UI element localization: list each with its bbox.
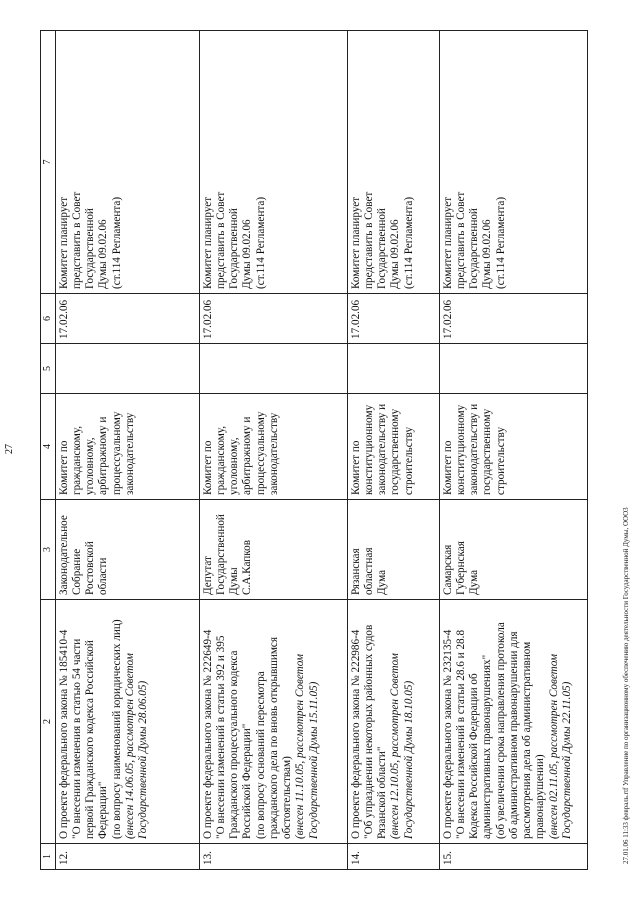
committee-cell: Комитет по гражданскому, уголовному, арбитражному и процессуальному законодательству [199, 394, 347, 500]
bill-title: О проекте федерального закона № 222986-4 "Об упразднении некоторых районных судов Рязанской области" [349, 624, 389, 839]
column-header: 2 [41, 600, 56, 844]
column-header: 7 [41, 31, 56, 294]
bill-title: О проекте федерального закона № 185410-4 "О внесении изменения в статью 54 части первой Гражданского кодекса Российской Федерации" (по вопросу наименований юридических лиц) [57, 619, 123, 839]
row-number: 13. [199, 844, 347, 870]
column-header: 5 [41, 344, 56, 394]
table-row [439, 31, 587, 870]
page-number: 27 [4, 444, 15, 454]
row-number: 15. [439, 844, 587, 870]
bill-status-note: (внесен 14.06.05, рассмотрен Советом Государственной Думы 28.06.05) [123, 653, 150, 839]
page-footer: 27.01.06 11:33 февраль.rtf Управление по организационному обеспечению деятельности Государственной Думы, ООО3 [622, 507, 630, 864]
table-row [199, 31, 347, 870]
bill-status-note: (внесен 12.10.05, рассмотрен Советом Государственной Думы 18.10.05) [389, 653, 415, 839]
col5-cell [199, 344, 347, 394]
col5-cell [347, 344, 439, 394]
bill-title: О проекте федерального закона № 222649-4 "О внесении изменений в статьи 392 и 395 Гражданского процессуального кодекса Российской Федерации" (по вопросу оснований пересмотра гражданского дела по вновь открывшимся обстоятельствам) [201, 629, 294, 839]
initiator-cell: Рязанская областная Дума [347, 500, 439, 600]
date-cell: 17.02.06 [347, 294, 439, 344]
bill-cell [199, 600, 347, 844]
initiator-cell: Самарская Губернская Дума [439, 500, 587, 600]
initiator-cell: Законодательное Собрание Ростовской области [55, 500, 199, 600]
comment-cell: Комитет планирует представить в Совет Государственной Думы 09.02.06 (ст.114 Регламента) [347, 31, 439, 294]
committee-cell: Комитет по гражданскому, уголовному, арбитражному и процессуальному законодательству [55, 394, 199, 500]
col5-cell [439, 344, 587, 394]
committee-cell: Комитет по конституционному законодательству и государственному строительству [439, 394, 587, 500]
date-cell: 17.02.06 [55, 294, 199, 344]
committee-cell: Комитет по конституционному законодательству и государственному строительству [347, 394, 439, 500]
column-header: 1 [41, 844, 56, 870]
column-header: 4 [41, 394, 56, 500]
comment-cell: Комитет планирует представить в Совет Государственной Думы 09.02.06 (ст.114 Регламента) [199, 31, 347, 294]
row-number: 14. [347, 844, 439, 870]
bill-status-note: (внесен 11.10.05, рассмотрен Советом Государственной Думы 15.11.05) [294, 653, 320, 839]
bill-cell [347, 600, 439, 844]
bill-cell [439, 600, 587, 844]
column-header: 3 [41, 500, 56, 600]
bill-title: О проекте федерального закона № 232135-4 "О внесении изменений в статьи 28.6 и 28.8 Кодекса Российской Федерации об административных правонарушениях" (об увеличении срока направления протокола об административном правонарушении для рассмотрения дела об административном правонарушении) [441, 622, 547, 839]
table-row [55, 31, 199, 870]
table-row [347, 31, 439, 870]
bill-cell [55, 600, 199, 844]
col5-cell [55, 344, 199, 394]
bill-status-note: (внесен 02.11.05, рассмотрен Советом Государственной Думы 22.11.05) [547, 653, 573, 839]
comment-cell: Комитет планирует представить в Совет Государственной Думы 09.02.06 (ст.114 Регламента) [439, 31, 587, 294]
legislation-table [40, 30, 588, 870]
row-number: 12. [55, 844, 199, 870]
column-header: 6 [41, 294, 56, 344]
comment-cell: Комитет планирует представить в Совет Государственной Думы 09.02.06 (ст.114 Регламента) [55, 31, 199, 294]
date-cell: 17.02.06 [439, 294, 587, 344]
initiator-cell: Депутат Государственной Думы С.А.Капков [199, 500, 347, 600]
table-header-row [41, 31, 56, 870]
date-cell: 17.02.06 [199, 294, 347, 344]
